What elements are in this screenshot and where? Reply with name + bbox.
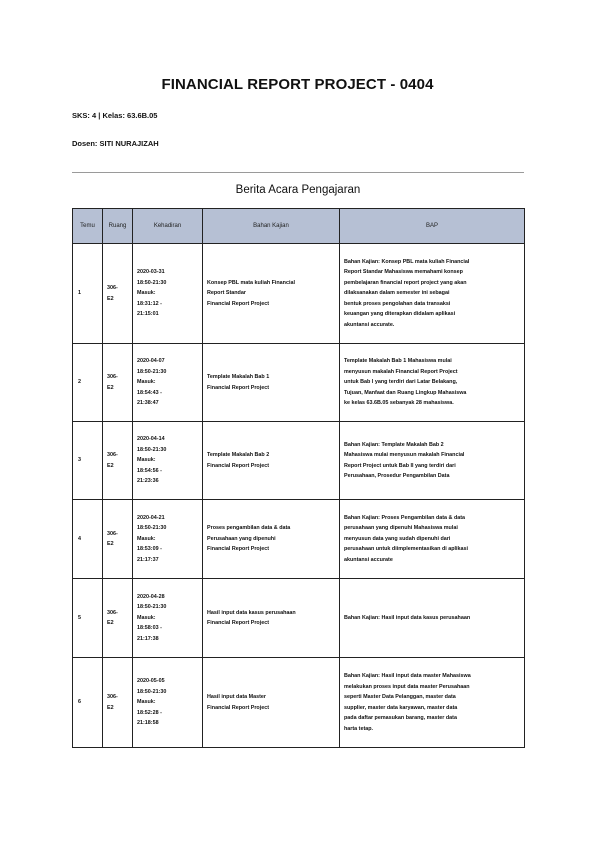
- cell-bap: Bahan Kajian: Template Makalah Bab 2 Mahasiswa mulai menyusun makalah Financial Report Project untuk Bab II yang terdiri dari Perusahaan, Prosedur Pengambilan Data: [340, 422, 525, 500]
- cell-kehadiran: 2020-03-31 18:50-21:30 Masuk: 18:31:12 - 21:15:01: [133, 244, 203, 344]
- header-temu: Temu: [73, 209, 103, 244]
- header-ruang: Ruang: [103, 209, 133, 244]
- cell-temu: 5: [73, 579, 103, 658]
- cell-temu: 2: [73, 344, 103, 422]
- table-row: [73, 422, 525, 500]
- header-bahan-kajian: Bahan Kajian: [203, 209, 340, 244]
- cell-bahan-kajian: Hasil input data kasus perusahaan Financial Report Project: [203, 579, 340, 658]
- cell-ruang: 306- E2: [103, 579, 133, 658]
- cell-bap: Bahan Kajian: Proses Pengambilan data & data perusahaan yang dipenuhi Mahasiswa mulai menyusun data yang sudah dipenuhi dari perusahaan untuk diimplementasikan di aplikasi akuntansi accurate: [340, 500, 525, 579]
- cell-kehadiran: 2020-04-28 18:50-21:30 Masuk: 18:58:03 - 21:17:38: [133, 579, 203, 658]
- header-divider: [72, 172, 524, 173]
- cell-bahan-kajian: Hasil input data Master Financial Report Project: [203, 658, 340, 748]
- cell-temu: 6: [73, 658, 103, 748]
- sks-class-info: SKS: 4 | Kelas: 63.6B.05: [72, 111, 158, 120]
- cell-ruang: 306- E2: [103, 244, 133, 344]
- section-title: Berita Acara Pengajaran: [235, 184, 361, 196]
- cell-bahan-kajian: Proses pengambilan data & data Perusahaan yang dipenuhi Financial Report Project: [203, 500, 340, 579]
- cell-bap: Template Makalah Bab 1 Mahasiswa mulai menyusun makalah Financial Report Project untuk Bab I yang terdiri dari Latar Belakang, Tujuan, Manfaat dan Ruang Lingkup Mahasiswa ke kelas 63.6B.05 sebanyak 28 mahasiswa.: [340, 344, 525, 422]
- table-row: [73, 344, 525, 422]
- table-row: [73, 658, 525, 748]
- cell-ruang: 306- E2: [103, 422, 133, 500]
- cell-bahan-kajian: Template Makalah Bab 2 Financial Report Project: [203, 422, 340, 500]
- cell-bahan-kajian: Konsep PBL mata kuliah Financial Report Standar Financial Report Project: [203, 244, 340, 344]
- table-row: [73, 244, 525, 344]
- table-header-row: [73, 209, 525, 244]
- lecturer-info: Dosen: SITI NURAJIZAH: [72, 139, 159, 148]
- header-kehadiran: Kehadiran: [133, 209, 203, 244]
- header-bap: BAP: [340, 209, 525, 244]
- cell-temu: 1: [73, 244, 103, 344]
- cell-ruang: 306- E2: [103, 344, 133, 422]
- cell-bahan-kajian: Template Makalah Bab 1 Financial Report Project: [203, 344, 340, 422]
- document-title: FINANCIAL REPORT PROJECT - 0404: [161, 76, 434, 93]
- cell-bap: Bahan Kajian: Hasil input data kasus perusahaan: [340, 579, 525, 658]
- cell-ruang: 306- E2: [103, 500, 133, 579]
- cell-kehadiran: 2020-04-14 18:50-21:30 Masuk: 18:54:56 - 21:23:36: [133, 422, 203, 500]
- table-row: [73, 500, 525, 579]
- cell-bap: Bahan Kajian: Konsep PBL mata kuliah Financial Report Standar Mahasiswa memahami konsep pembelajaran financial report project yang akan dilaksanakan dalam semester ini sebagai bentuk proses pengolahan data transaksi keuangan yang diterapkan didalam aplikasi akuntansi accurate.: [340, 244, 525, 344]
- cell-kehadiran: 2020-04-07 18:50-21:30 Masuk: 18:54:43 - 21:38:47: [133, 344, 203, 422]
- cell-kehadiran: 2020-04-21 18:50-21:30 Masuk: 18:53:09 - 21:17:37: [133, 500, 203, 579]
- table-row: [73, 579, 525, 658]
- cell-temu: 4: [73, 500, 103, 579]
- cell-ruang: 306- E2: [103, 658, 133, 748]
- cell-bap: Bahan Kajian: Hasil input data master Mahasiswa melakukan proses input data master Perusahaan seperti Master Data Pelanggan, master data supplier, master data karyawan, master data pada daftar pemasukan barang, master data harta tetap.: [340, 658, 525, 748]
- cell-kehadiran: 2020-05-05 18:50-21:30 Masuk: 18:52:28 - 21:18:58: [133, 658, 203, 748]
- teaching-record-table: [72, 208, 525, 748]
- cell-temu: 3: [73, 422, 103, 500]
